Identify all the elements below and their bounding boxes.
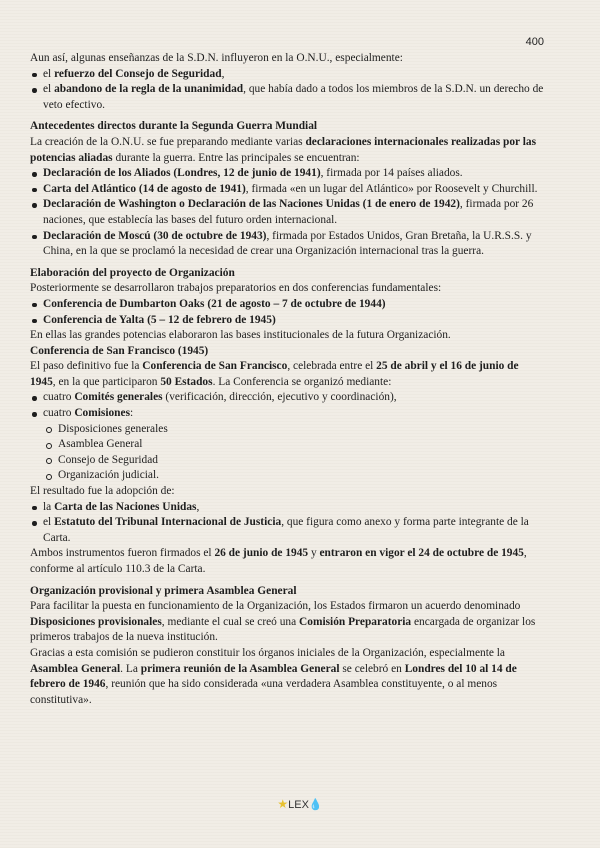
paragraph: La creación de la O.N.U. se fue preparando mediante varias declaraciones internacionales realizadas por las potencias aliadas durante la guerra. Entre las principales se encuentran:: [30, 135, 537, 164]
list-item: cuatro Comités generales (verificación, dirección, ejecutivo y coordinación),: [30, 390, 546, 406]
list-item: Asamblea General: [43, 437, 546, 453]
section-heading: Elaboración del proyecto de Organización: [30, 266, 235, 279]
declarations-list: [30, 166, 546, 260]
list-item: Declaración de Moscú (30 de octubre de 1943), firmada por Estados Unidos, Gran Bretaña, la U.R.S.S. y China, en la que se proclamó la necesidad de crear una Organización internacional tras la guerra.: [30, 229, 546, 260]
conferences-list: [30, 297, 546, 328]
logo-text: LEX: [288, 799, 309, 811]
document-body: [30, 51, 546, 708]
footer-logo: [0, 797, 600, 811]
section-heading: Conferencia de San Francisco (1945): [30, 344, 209, 357]
list-item: Organización judicial.: [43, 468, 546, 484]
drop-icon: 💧: [308, 799, 323, 811]
list-item: Declaración de los Aliados (Londres, 12 de junio de 1941), firmada por 14 países aliados.: [30, 166, 546, 182]
paragraph: Gracias a esta comisión se pudieron constituir los órganos iniciales de la Organización, especialmente la Asamblea General. La primera reunión de la Asamblea General se celebró en Londres del 10 al 14 de febrero de 1946, reunión que ha sido considerada «una verdadera Asamblea constituyente, o al menos constitutiva».: [30, 646, 517, 706]
organization-list: [30, 390, 546, 421]
intro-list: [30, 67, 546, 114]
section-heading: Antecedentes directos durante la Segunda Guerra Mundial: [30, 120, 318, 133]
list-item: Consejo de Seguridad: [43, 453, 546, 469]
list-item: Carta del Atlántico (14 de agosto de 1941), firmada «en un lugar del Atlántico» por Roosevelt y Churchill.: [30, 182, 546, 198]
list-item: el abandono de la regla de la unanimidad, que había dado a todos los miembros de la S.D.N. un derecho de veto efectivo.: [30, 82, 546, 113]
paragraph: El resultado fue la adopción de:: [30, 485, 175, 498]
paragraph: Posteriormente se desarrollaron trabajos preparatorios en dos conferencias fundamentales:: [30, 282, 442, 295]
list-item: cuatro Comisiones:: [30, 406, 546, 422]
list-item: Conferencia de Yalta (5 – 12 de febrero de 1945): [30, 313, 546, 329]
paragraph: El paso definitivo fue la Conferencia de San Francisco, celebrada entre el 25 de abril y el 16 de junio de 1945, en la que participaron 50 Estados. La Conferencia se organizó mediante:: [30, 360, 519, 388]
list-item: la Carta de las Naciones Unidas,: [30, 500, 546, 516]
list-item: el refuerzo del Consejo de Seguridad,: [30, 67, 546, 83]
comisiones-list: [43, 422, 546, 484]
paragraph: Ambos instrumentos fueron firmados el 26 de junio de 1945 y entraron en vigor el 24 de octubre de 1945, conforme al artículo 110.3 de la Carta.: [30, 547, 527, 575]
list-item: el Estatuto del Tribunal Internacional de Justicia, que figura como anexo y forma parte integrante de la Carta.: [30, 515, 546, 546]
paragraph: Para facilitar la puesta en funcionamiento de la Organización, los Estados firmaron un acuerdo denominado Disposiciones provisionales, mediante el cual se creó una Comisión Preparatoria encargada de organizar los primeros trabajos de la nueva institución.: [30, 600, 536, 644]
results-list: [30, 500, 546, 547]
list-item: Declaración de Washington o Declaración de las Naciones Unidas (1 de enero de 1942), firmada por 26 naciones, que establecía las bases del futuro orden internacional.: [30, 197, 546, 228]
list-item: Conferencia de Dumbarton Oaks (21 de agosto – 7 de octubre de 1944): [30, 297, 546, 313]
paragraph: En ellas las grandes potencias elaboraron las bases institucionales de la futura Organización.: [30, 329, 451, 342]
list-item: Disposiciones generales: [43, 422, 546, 438]
intro-text: Aun así, algunas enseñanzas de la S.D.N. influyeron en la O.N.U., especialmente:: [30, 52, 403, 64]
star-icon: ★: [277, 797, 289, 811]
page-number: 400: [525, 36, 544, 48]
section-heading: Organización provisional y primera Asamblea General: [30, 584, 297, 597]
